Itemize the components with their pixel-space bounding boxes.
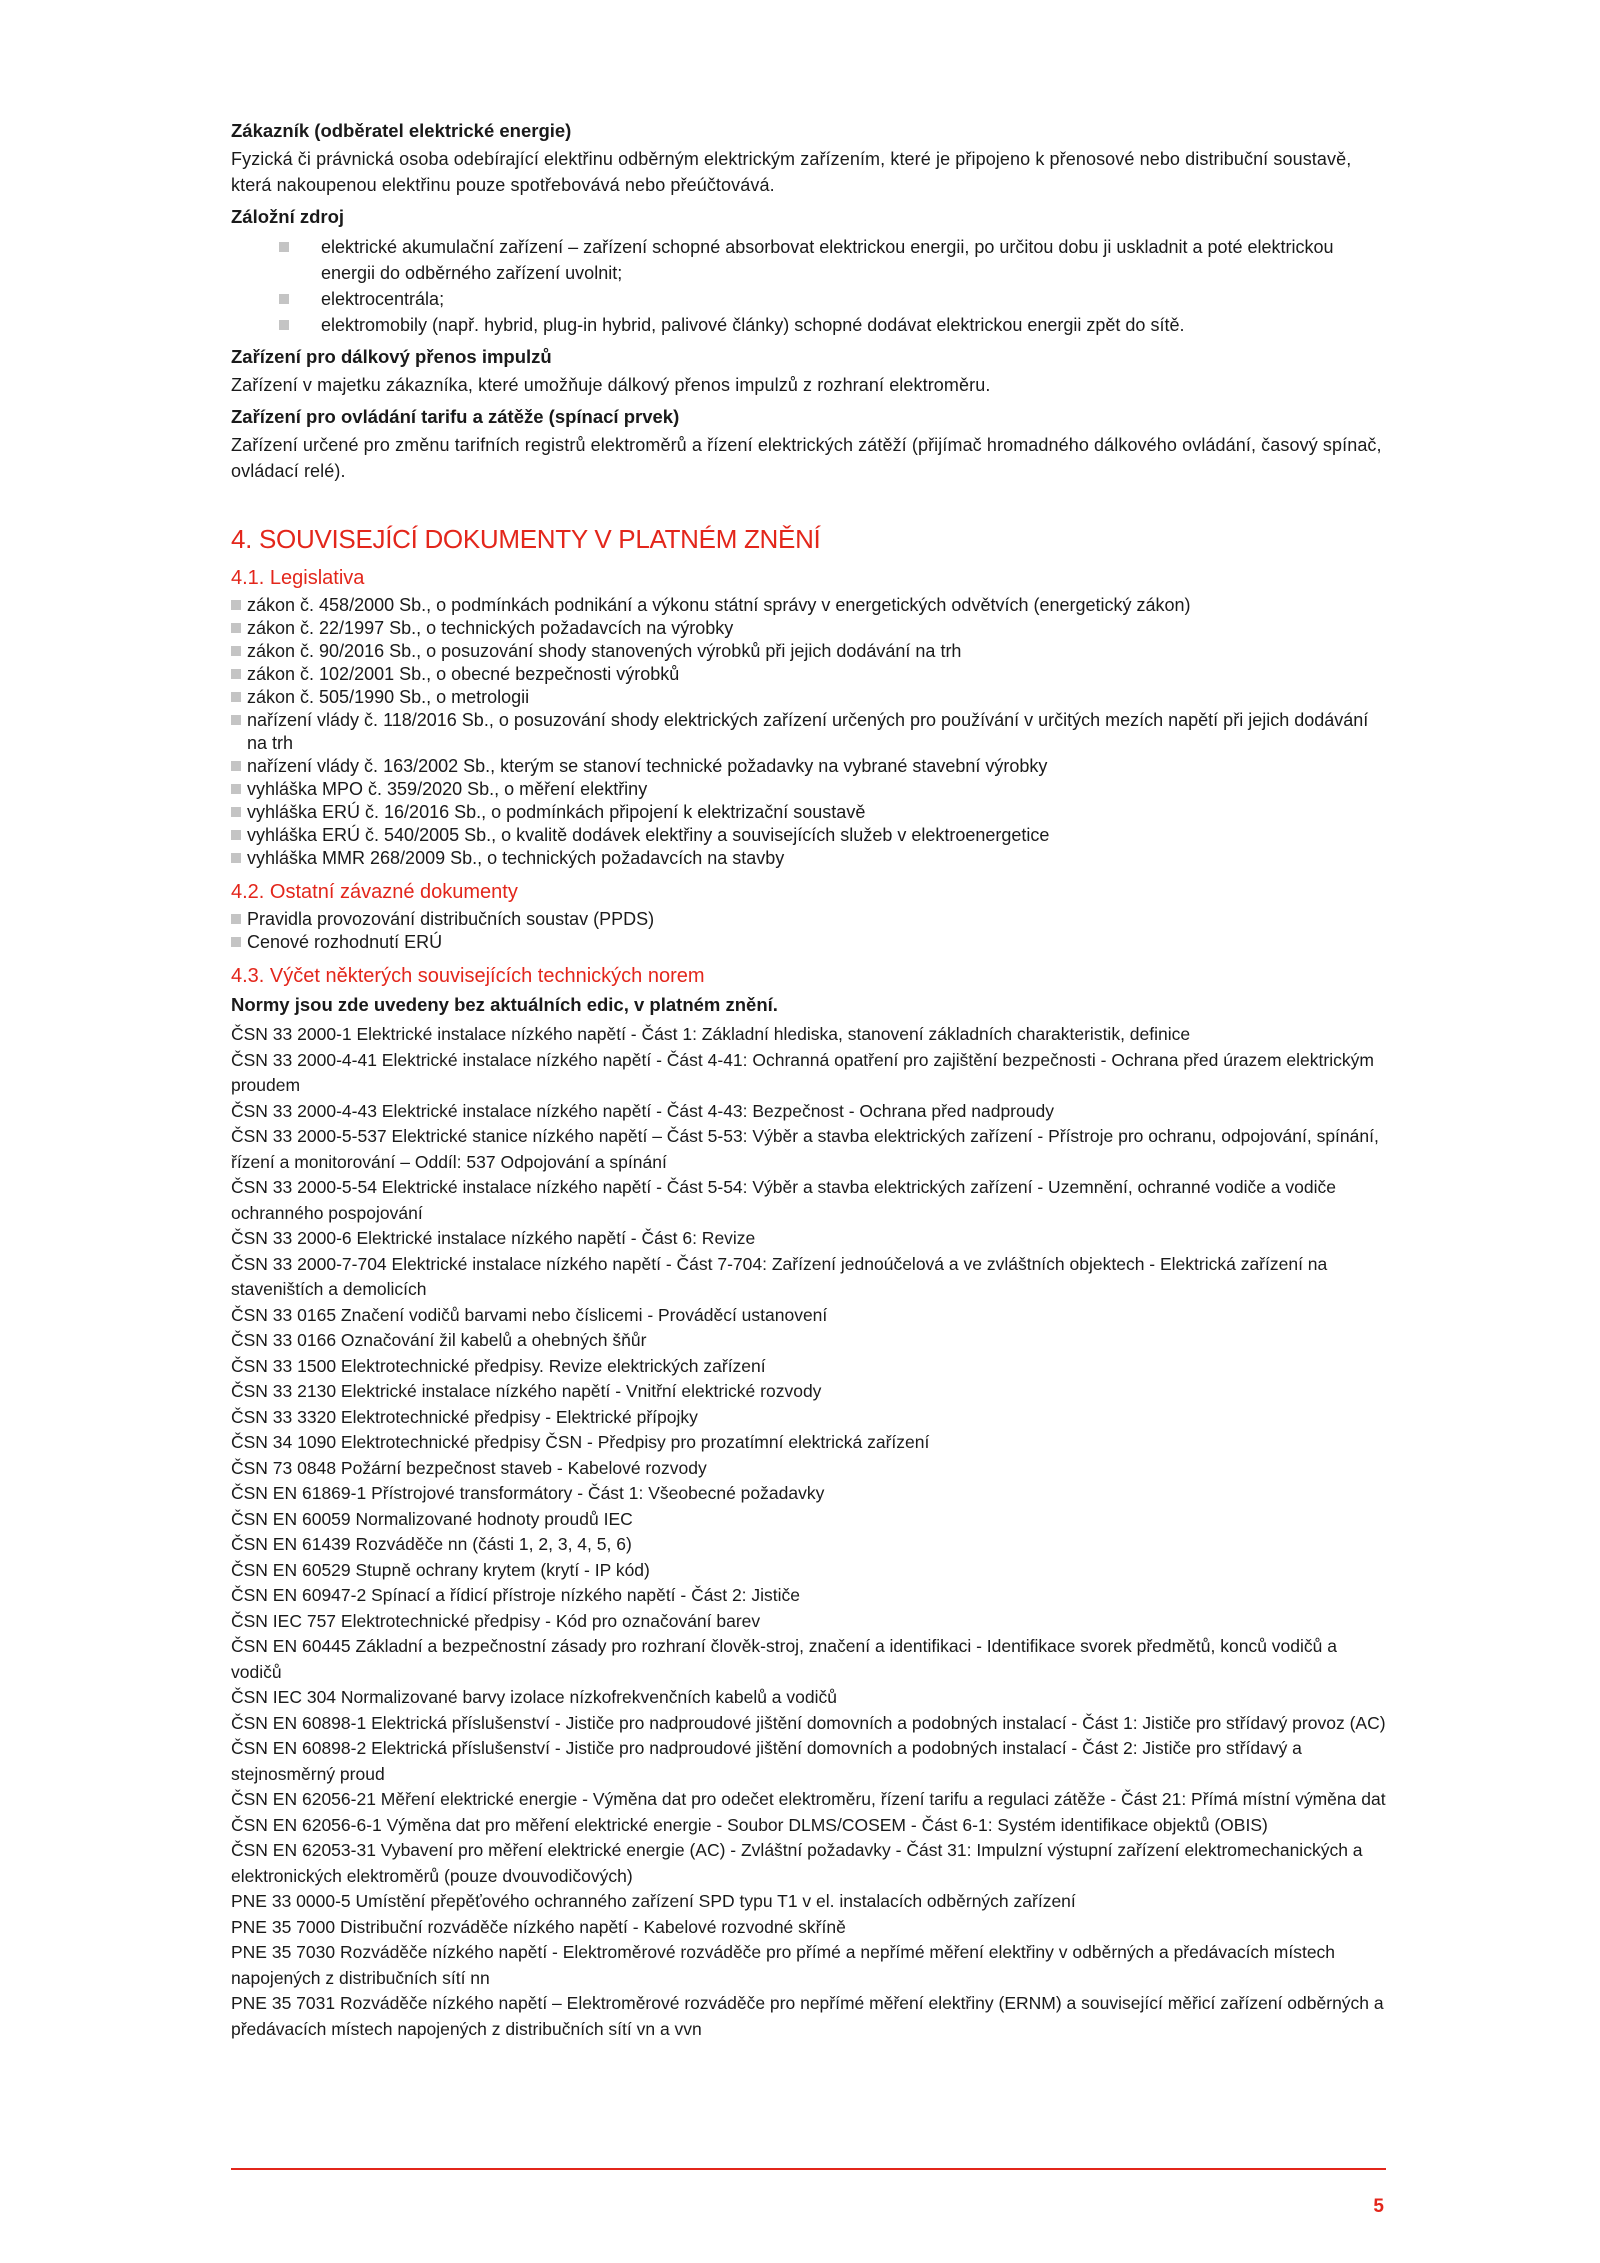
square-bullet-icon [231, 784, 241, 794]
list-item [231, 755, 1386, 778]
norm-item: ČSN EN 60059 Normalizované hodnoty proudů IEC [231, 1508, 633, 1529]
norm-item: ČSN EN 60529 Stupně ochrany krytem (krytí - IP kód) [231, 1559, 650, 1580]
square-bullet-icon [231, 830, 241, 840]
square-bullet-icon [231, 914, 241, 924]
norm-item: ČSN EN 60445 Základní a bezpečnostní zásady pro rozhraní člověk-stroj, značení a identifikaci - Identifikace svorek předmětů, konců vodičů a vodičů [231, 1636, 1337, 1682]
list-item [231, 686, 1386, 709]
list-item [231, 824, 1386, 847]
list-item-text: zákon č. 90/2016 Sb., o posuzování shody stanovených výrobků při jejich dodávání na trh [247, 641, 962, 661]
list-item-text: elektromobily (např. hybrid, plug-in hybrid, palivové články) schopné dodávat elektrickou energii zpět do sítě. [321, 315, 1185, 335]
norm-item: ČSN IEC 304 Normalizované barvy izolace nízkofrekvenčních kabelů a vodičů [231, 1687, 837, 1707]
list-item-text: nařízení vlády č. 163/2002 Sb., kterým se stanoví technické požadavky na vybrané stavební výrobky [247, 756, 1048, 776]
norm-item: ČSN 33 2000-4-41 Elektrické instalace nízkého napětí - Část 4-41: Ochranná opatření pro zajištění bezpečnosti - Ochrana před úrazem elektrickým proudem [231, 1049, 1374, 1095]
square-bullet-icon [231, 761, 241, 771]
definition-text: Fyzická či právnická osoba odebírající elektřinu odběrným elektrickým zařízením, které je připojeno k přenosové nebo distribuční soustavě, která nakoupenou elektřinu pouze spotřebovává nebo přeúčtovává. [231, 149, 1352, 195]
definition-text: Zařízení určené pro změnu tarifních registrů elektroměrů a řízení elektrických zátěží (přijímač hromadného dálkového ovládání, časový spínač, ovládací relé). [231, 435, 1382, 481]
norm-item: ČSN 33 2000-7-704 Elektrické instalace nízkého napětí - Část 7-704: Zařízení jednoúčelová a ve zvláštních objektech - Elektrická zařízení na staveništích a demolicích [231, 1253, 1328, 1299]
square-bullet-icon [231, 623, 241, 633]
list-item [231, 847, 1386, 870]
bullet-list [231, 234, 1386, 338]
definition-ovladani-tarifu [231, 404, 1386, 484]
list-item [231, 594, 1386, 617]
list-item-text: elektrocentrála; [321, 289, 445, 309]
norm-item: ČSN 33 2000-5-54 Elektrické instalace nízkého napětí - Část 5-54: Výběr a stavba elektrických zařízení - Uzemnění, ochranné vodiče a vodiče ochranného pospojování [231, 1177, 1337, 1223]
subsection-heading-normy: 4.3. Výčet některých souvisejících technických norem [231, 965, 705, 987]
square-bullet-icon [231, 692, 241, 702]
norm-item: ČSN 33 3320 Elektrotechnické předpisy - Elektrické přípojky [231, 1406, 698, 1427]
square-bullet-icon [279, 294, 289, 304]
norm-item: ČSN EN 62053-31 Vybavení pro měření elektrické energie (AC) - Zvláštní požadavky - Část 31: Impulzní výstupní zařízení elektromechanických a elektronických elektroměrů (pouze dvouvodičových) [231, 1840, 1363, 1886]
definition-text: Zařízení v majetku zákazníka, které umožňuje dálkový přenos impulzů z rozhraní elektroměru. [231, 375, 991, 395]
list-item-text: zákon č. 458/2000 Sb., o podmínkách podnikání a výkonu státní správy v energetických odvětvích (energetický zákon) [247, 595, 1191, 615]
norm-item: ČSN 33 2000-1 Elektrické instalace nízkého napětí - Část 1: Základní hlediska, stanovení základních charakteristik, definice [231, 1024, 1191, 1044]
definition-term: Zařízení pro ovládání tarifu a zátěže (spínací prvek) [231, 406, 680, 427]
list-item-text: zákon č. 102/2001 Sb., o obecné bezpečnosti výrobků [247, 664, 680, 684]
list-item [231, 234, 1386, 286]
definition-term: Zařízení pro dálkový přenos impulzů [231, 346, 552, 367]
footer-divider [231, 2168, 1386, 2170]
norm-item: ČSN EN 60947-2 Spínací a řídicí přístroje nízkého napětí - Část 2: Jističe [231, 1585, 801, 1605]
legislation-list [231, 594, 1386, 870]
list-item [231, 778, 1386, 801]
norm-item: ČSN EN 62056-6-1 Výměna dat pro měření elektrické energie - Soubor DLMS/COSEM - Část 6-1: Systém identifikace objektů (OBIS) [231, 1814, 1268, 1835]
list-item-text: Pravidla provozování distribučních soustav (PPDS) [247, 909, 655, 929]
list-item [231, 709, 1386, 755]
norm-item: ČSN EN 60898-2 Elektrická příslušenství - Jističe pro nadproudové jištění domovních a podobných instalací - Část 2: Jističe pro střídavý a stejnosměrný proud [231, 1738, 1302, 1784]
list-item [231, 931, 1386, 954]
norm-item: ČSN EN 62056-21 Měření elektrické energie - Výměna dat pro odečet elektroměru, řízení tarifu a regulaci zátěže - Část 21: Přímá místní výměna dat [231, 1789, 1386, 1809]
list-item [231, 617, 1386, 640]
definition-zalozni-zdroj [231, 204, 1386, 338]
subsection-heading-ostatni: 4.2. Ostatní závazné dokumenty [231, 881, 518, 903]
square-bullet-icon [231, 646, 241, 656]
square-bullet-icon [279, 320, 289, 330]
definition-dalkovy-prenos [231, 344, 1386, 398]
norm-item: ČSN IEC 757 Elektrotechnické předpisy - Kód pro označování barev [231, 1610, 761, 1631]
norm-item: ČSN 33 1500 Elektrotechnické předpisy. Revize elektrických zařízení [231, 1355, 766, 1376]
list-item-text: Cenové rozhodnutí ERÚ [247, 932, 443, 952]
norm-item: ČSN 33 2000-5-537 Elektrické stanice nízkého napětí – Část 5-53: Výběr a stavba elektrických zařízení - Přístroje pro ochranu, odpojování, spínání, řízení a monitorování – Oddíl: 537 Odpojování a spínání [231, 1126, 1379, 1172]
square-bullet-icon [231, 715, 241, 725]
list-item-text: elektrické akumulační zařízení – zařízení schopné absorbovat elektrickou energii, po určitou dobu ji uskladnit a poté elektrickou energii do odběrného zařízení uvolnit; [321, 237, 1334, 283]
norm-item: ČSN EN 60898-1 Elektrická příslušenství - Jističe pro nadproudové jištění domovních a podobných instalací - Část 1: Jističe pro střídavý provoz (AC) [231, 1712, 1386, 1733]
square-bullet-icon [231, 937, 241, 947]
list-item [231, 286, 1386, 312]
square-bullet-icon [231, 669, 241, 679]
norm-item: ČSN 33 0165 Značení vodičů barvami nebo číslicemi - Prováděcí ustanovení [231, 1304, 828, 1325]
list-item-text: vyhláška MPO č. 359/2020 Sb., o měření elektřiny [247, 779, 648, 799]
list-item [231, 663, 1386, 686]
list-item [231, 908, 1386, 931]
list-item-text: vyhláška ERÚ č. 16/2016 Sb., o podmínkách připojení k elektrizační soustavě [247, 802, 866, 822]
norm-item: PNE 35 7000 Distribuční rozváděče nízkého napětí - Kabelové rozvodné skříně [231, 1916, 846, 1937]
square-bullet-icon [279, 242, 289, 252]
norm-item: ČSN 73 0848 Požární bezpečnost staveb - Kabelové rozvody [231, 1457, 707, 1478]
norm-item: ČSN 33 0166 Označování žil kabelů a ohebných šňůr [231, 1330, 647, 1350]
square-bullet-icon [231, 807, 241, 817]
square-bullet-icon [231, 853, 241, 863]
norm-item: ČSN 33 2000-6 Elektrické instalace nízkého napětí - Část 6: Revize [231, 1228, 756, 1248]
definition-term: Záložní zdroj [231, 206, 345, 227]
list-item [231, 801, 1386, 824]
norms-note: Normy jsou zde uvedeny bez aktuálních edic, v platném znění. [231, 994, 778, 1015]
list-item-text: zákon č. 505/1990 Sb., o metrologii [247, 687, 530, 707]
binding-documents-list [231, 908, 1386, 954]
norms-list [231, 1022, 1386, 2042]
section-heading: 4. SOUVISEJÍCÍ DOKUMENTY V PLATNÉM ZNĚNÍ [231, 524, 821, 554]
norm-item: ČSN 33 2000-4-43 Elektrické instalace nízkého napětí - Část 4-43: Bezpečnost - Ochrana před nadproudy [231, 1100, 1054, 1121]
list-item [231, 640, 1386, 663]
norm-item: PNE 33 0000-5 Umístění přepěťového ochranného zařízení SPD typu T1 v el. instalacích odběrných zařízení [231, 1891, 1076, 1911]
definition-term: Zákazník (odběratel elektrické energie) [231, 120, 572, 141]
norm-item: ČSN 34 1090 Elektrotechnické předpisy ČSN - Předpisy pro prozatímní elektrická zařízení [231, 1432, 930, 1452]
page-content [231, 118, 1386, 2042]
norm-item: ČSN EN 61869-1 Přístrojové transformátory - Část 1: Všeobecné požadavky [231, 1483, 825, 1503]
norm-item: PNE 35 7030 Rozváděče nízkého napětí - Elektroměrové rozváděče pro přímé a nepřímé měření elektřiny v odběrných a předávacích místech napojených z distribučních sítí nn [231, 1942, 1336, 1988]
list-item-text: nařízení vlády č. 118/2016 Sb., o posuzování shody elektrických zařízení určených pro používání v určitých mezích napětí při jejich dodávání na trh [247, 710, 1369, 753]
norm-item: PNE 35 7031 Rozváděče nízkého napětí – Elektroměrové rozváděče pro nepřímé měření elektřiny (ERNM) a související měřicí zařízení odběrných a předávacích místech napojených z distribučních sítí vn a vvn [231, 1993, 1384, 2039]
list-item-text: vyhláška ERÚ č. 540/2005 Sb., o kvalitě dodávek elektřiny a souvisejících služeb v elektroenergetice [247, 825, 1050, 845]
page-number: 5 [1373, 2196, 1384, 2217]
subsection-heading-legislativa: 4.1. Legislativa [231, 567, 365, 589]
definition-zakaznik [231, 118, 1386, 198]
norm-item: ČSN EN 61439 Rozváděče nn (části 1, 2, 3, 4, 5, 6) [231, 1534, 632, 1554]
list-item-text: vyhláška MMR 268/2009 Sb., o technických požadavcích na stavby [247, 848, 785, 868]
list-item-text: zákon č. 22/1997 Sb., o technických požadavcích na výrobky [247, 618, 734, 638]
list-item [231, 312, 1386, 338]
square-bullet-icon [231, 600, 241, 610]
norm-item: ČSN 33 2130 Elektrické instalace nízkého napětí - Vnitřní elektrické rozvody [231, 1381, 822, 1401]
